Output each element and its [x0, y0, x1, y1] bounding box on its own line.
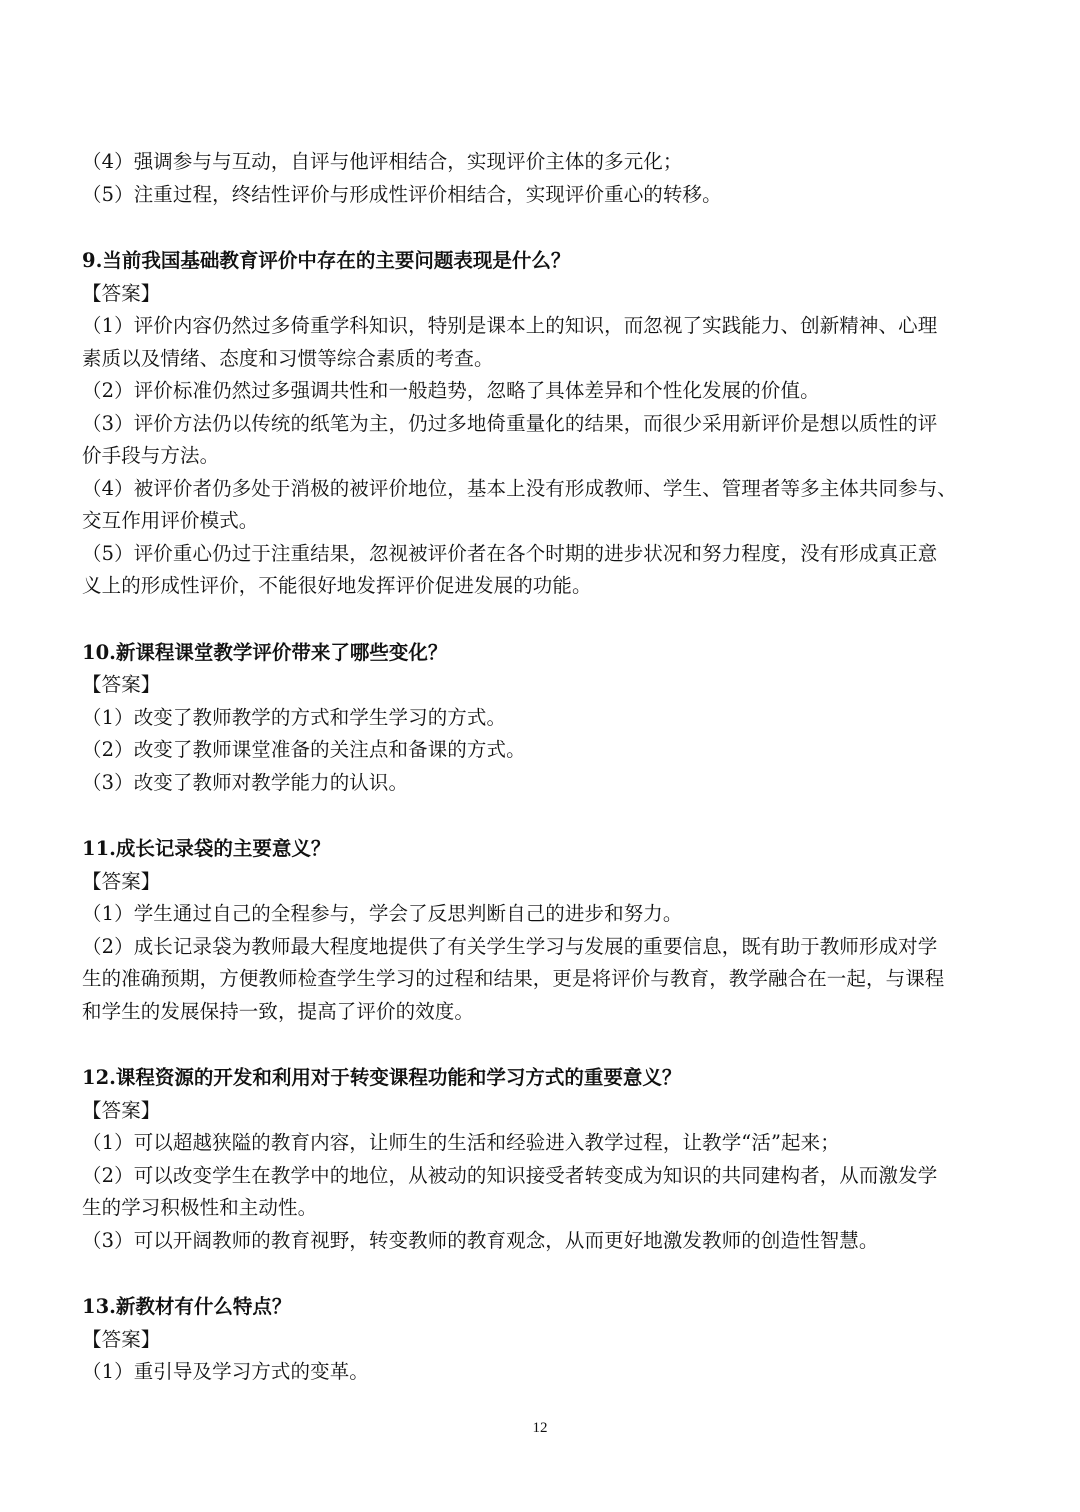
answer-label: 【答案】 [82, 1327, 161, 1351]
text-line: （3）评价方法仍以传统的纸笔为主，仍过多地倚重量化的结果，而很少采用新评价是想以质性的评 [82, 411, 938, 435]
answer-label: 【答案】 [82, 281, 161, 305]
text-line: （2）可以改变学生在教学中的地位，从被动的知识接受者转变成为知识的共同建构者，从而激发学 [82, 1163, 938, 1187]
text-line: （2）成长记录袋为教师最大程度地提供了有关学生学习与发展的重要信息，既有助于教师形成对学 [82, 934, 938, 958]
answer-label: 【答案】 [82, 869, 161, 893]
answer-label: 【答案】 [82, 673, 161, 696]
question-heading-9: 9.当前我国基础教育评价中存在的主要问题表现是什么？ [82, 249, 571, 272]
text-line: 和学生的发展保持一致，提高了评价的效度。 [82, 999, 475, 1023]
text-line: （1）重引导及学习方式的变革。 [82, 1360, 369, 1383]
question-heading-12: 12.课程资源的开发和利用对于转变课程功能和学习方式的重要意义？ [82, 1066, 682, 1089]
text-line: 价手段与方法。 [82, 444, 220, 467]
text-line: （5）注重过程，终结性评价与形成性评价相结合，实现评价重心的转移。 [82, 182, 722, 206]
text-line: （5）评价重心仍过于注重结果，忽视被评价者在各个时期的进步状况和努力程度，没有形成真正意 [82, 541, 938, 565]
text-line: （3）改变了教师对教学能力的认识。 [82, 770, 409, 794]
page-number: 12 [532, 1420, 548, 1436]
text-line: （2）改变了教师课堂准备的关注点和备课的方式。 [82, 738, 526, 761]
question-heading-13: 13.新教材有什么特点？ [82, 1295, 292, 1318]
text-line: （4）被评价者仍多处于消极的被评价地位，基本上没有形成教师、学生、管理者等多主体共同参与、 [82, 476, 957, 500]
text-line: 义上的形成性评价，不能很好地发挥评价促进发展的功能。 [82, 574, 592, 597]
text-line: （1）学生通过自己的全程参与，学会了反思判断自己的进步和努力。 [82, 902, 683, 925]
question-heading-11: 11.成长记录袋的主要意义？ [82, 837, 331, 860]
text-line: 生的准确预期，方便教师检查学生学习的过程和结果，更是将评价与教育，教学融合在一起，与课程 [82, 967, 945, 990]
page-content [82, 146, 1002, 1389]
text-line: 生的学习积极性和主动性。 [82, 1196, 318, 1219]
text-line: （2）评价标准仍然过多强调共性和一般趋势，忽略了具体差异和个性化发展的价值。 [82, 379, 820, 402]
text-line: 交互作用评价模式。 [82, 509, 259, 532]
text-line: （1）改变了教师教学的方式和学生学习的方式。 [82, 705, 507, 729]
answer-label: 【答案】 [82, 1098, 161, 1122]
text-line: （1）可以超越狭隘的教育内容，让师生的生活和经验进入教学过程，让教学“活”起来； [82, 1131, 840, 1154]
text-line: （4）强调参与与互动，自评与他评相结合，实现评价主体的多元化； [82, 150, 683, 173]
text-line: （1）评价内容仍然过多倚重学科知识，特别是课本上的知识，而忽视了实践能力、创新精神、心理 [82, 314, 938, 337]
text-line: 素质以及情绪、态度和习惯等综合素质的考查。 [82, 346, 494, 370]
text-line: （3）可以开阔教师的教育视野，转变教师的教育观念，从而更好地激发教师的创造性智慧。 [82, 1228, 879, 1252]
question-heading-10: 10.新课程课堂教学评价带来了哪些变化？ [82, 640, 448, 664]
